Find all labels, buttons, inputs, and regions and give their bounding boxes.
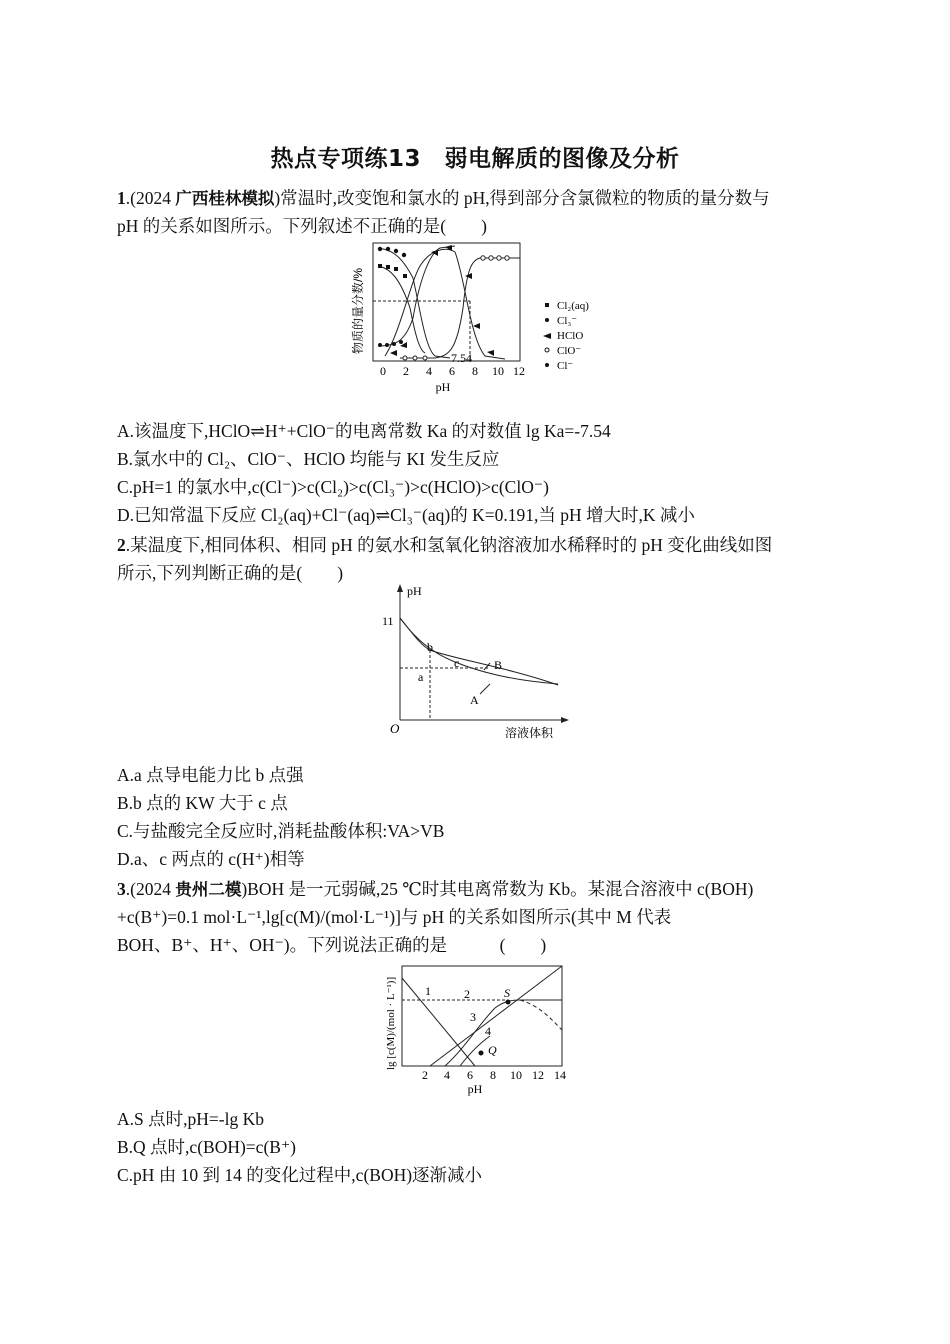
q2-stem-line1 [117, 533, 772, 557]
q1-xtick-6: 12 [513, 364, 525, 378]
q1-stem-line1 [117, 186, 770, 211]
q1-figure-ylabel: 物质的量分数/% [351, 267, 365, 354]
q2-option-a: A.a 点导电能力比 b 点强 [117, 765, 304, 785]
q3-option-c: C.pH 由 10 到 14 的变化过程中,c(BOH)逐渐减小 [117, 1165, 483, 1185]
q3-curve-1: 1 [425, 984, 431, 998]
q2-number: 2 [117, 535, 126, 555]
q1-figure-xlabel: pH [435, 380, 451, 394]
q3-stem-line2: +c(B⁺)=0.1 mol·L⁻¹,lg[c(M)/(mol·L⁻¹)]与 pH 的关系如图所示(其中 M 代表 [117, 907, 672, 927]
q2-stem-text: .某温度下,相同体积、相同 pH 的氨水和氢氧化钠溶液加水稀释时的 pH 变化曲线如图 [125, 535, 773, 555]
q3-source-open: .(2024 [125, 879, 176, 899]
q3-xtick-4: 10 [510, 1068, 522, 1082]
q3-curve-2: 2 [464, 987, 470, 1001]
q1-xtick-3: 6 [449, 364, 455, 378]
q2-curve-a: A [470, 693, 479, 707]
q1-legend-1: Cl₃⁻ [557, 315, 578, 327]
q3-xtick-6: 14 [554, 1068, 566, 1082]
q1-option-b: B.氯水中的 Cl₂、ClO⁻、HClO 均能与 KI 发生反应 [117, 449, 500, 469]
q2-stem-line2: 所示,下列判断正确的是( ) [117, 563, 344, 583]
q2-option-b: B.b 点的 KW 大于 c 点 [117, 793, 288, 813]
q1-figure-legend [543, 300, 589, 372]
q3-option-b: B.Q 点时,c(BOH)=c(B⁺) [117, 1137, 297, 1157]
q3-xtick-0: 2 [422, 1068, 428, 1082]
q2-point-b: b [427, 640, 433, 654]
q2-figure-ytick: 11 [382, 614, 394, 628]
q1-xtick-0: 0 [380, 364, 386, 378]
q1-xtick-5: 10 [492, 364, 504, 378]
q2-figure [380, 580, 580, 745]
q1-stem-rest: )常温时,改变饱和氯水的 pH,得到部分含氯微粒的物质的量分数与 [274, 188, 770, 208]
q1-number: 1 [117, 188, 126, 208]
q3-figure-xticks [422, 1068, 566, 1082]
q1-xtick-4: 8 [472, 364, 478, 378]
q3-figure-xlabel: pH [467, 1082, 483, 1096]
q3-figure [380, 958, 580, 1098]
q2-curve-b: B [494, 658, 503, 672]
q1-option-d: D.已知常温下反应 Cl₂(aq)+Cl⁻(aq)⇌Cl₃⁻(aq)的 K=0.191,当 pH 增大时,K 减小 [117, 505, 695, 525]
q1-legend-4: Cl⁻ [557, 360, 574, 372]
q2-figure-xlabel: 溶液体积 [505, 726, 554, 740]
q3-point-s: S [504, 986, 510, 1000]
q1-legend-0: Cl₂(aq) [557, 300, 589, 312]
q1-source: 广西桂林模拟 [175, 189, 275, 208]
q1-figure-annotation: 7.54 [451, 351, 472, 365]
q2-option-c: C.与盐酸完全反应时,消耗盐酸体积:VA>VB [117, 821, 445, 841]
q1-source-open: .(2024 [125, 188, 176, 208]
q1-xtick-2: 4 [426, 364, 432, 378]
q2-figure-origin: O [390, 721, 400, 736]
q1-stem-line2: pH 的关系如图所示。下列叙述不正确的是( ) [117, 216, 487, 236]
q3-curve-4: 4 [485, 1024, 491, 1038]
q3-stem-line1 [117, 877, 753, 902]
q1-legend-3: ClO⁻ [557, 345, 582, 357]
q1-legend-2: HClO [557, 330, 584, 342]
q1-xtick-1: 2 [403, 364, 409, 378]
q2-option-d: D.a、c 两点的 c(H⁺)相等 [117, 849, 305, 869]
q3-xtick-5: 12 [532, 1068, 544, 1082]
q1-option-c: C.pH=1 的氯水中,c(Cl⁻)>c(Cl₂)>c(Cl₃⁻)>c(HClO)>c(ClO⁻) [117, 477, 549, 497]
q3-option-a: A.S 点时,pH=-lg Kb [117, 1109, 264, 1129]
page-title: 热点专项练13 弱电解质的图像及分析 [270, 146, 680, 172]
q3-figure-ylabel: lg [c(M)/(mol · L⁻¹)] [385, 976, 397, 1070]
q3-stem-line3: BOH、B⁺、H⁺、OH⁻)。下列说法正确的是 ( ) [117, 935, 547, 955]
q2-point-a: a [418, 670, 424, 684]
q3-xtick-3: 8 [490, 1068, 496, 1082]
q3-point-q: Q [488, 1043, 497, 1057]
q3-xtick-1: 4 [444, 1068, 450, 1082]
q1-option-a: A.该温度下,HClO⇌H⁺+ClO⁻的电离常数 Ka 的对数值 lg Ka=-7.54 [117, 421, 611, 441]
q1-figure [345, 238, 610, 398]
q3-source: 贵州二模 [175, 880, 242, 899]
q2-figure-ylabel: pH [407, 584, 422, 598]
q3-curve-3: 3 [470, 1010, 476, 1024]
q1-figure-xticks [380, 364, 525, 378]
q3-xtick-2: 6 [467, 1068, 473, 1082]
q3-stem-rest: )BOH 是一元弱碱,25 ℃时其电离常数为 Kb。某混合溶液中 c(BOH) [241, 879, 754, 899]
q3-number: 3 [117, 879, 126, 899]
q2-point-c: c [454, 656, 460, 670]
